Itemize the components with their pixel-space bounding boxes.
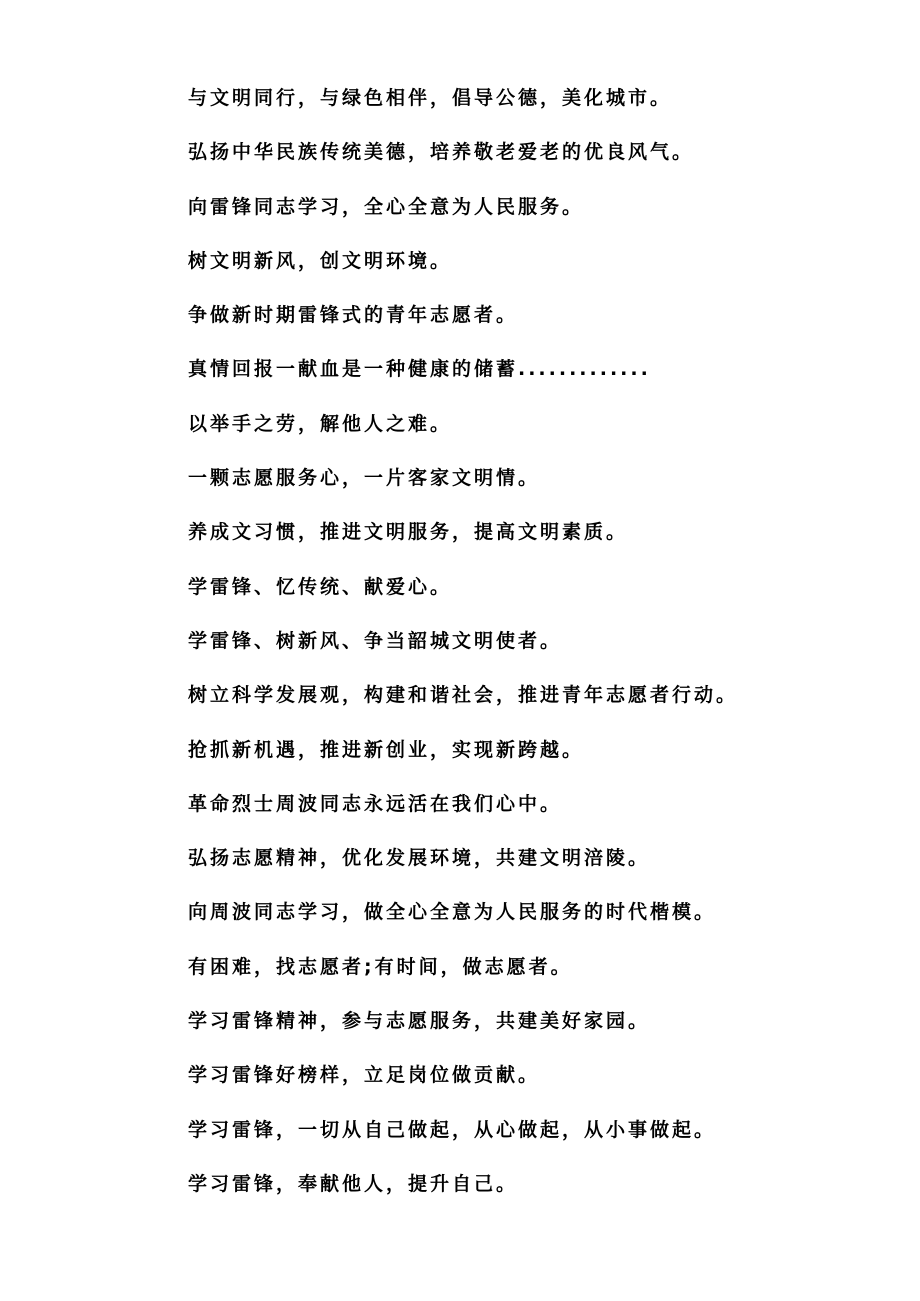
slogan-line: 养成文习惯，推进文明服务，提高文明素质。	[188, 521, 629, 544]
slogan-line: 弘扬中华民族传统美德，培养敬老爱老的优良风气。	[188, 141, 695, 164]
slogan-line: 争做新时期雷锋式的青年志愿者。	[188, 304, 519, 327]
slogan-list	[188, 84, 888, 1224]
slogan-line: 向周波同志学习，做全心全意为人民服务的时代楷模。	[188, 901, 717, 924]
slogan-line: 学雷锋、树新风、争当韶城文明使者。	[188, 629, 563, 652]
slogan-line: 树文明新风，创文明环境。	[188, 249, 453, 272]
slogan-line: 一颗志愿服务心，一片客家文明情。	[188, 467, 541, 490]
slogan-line: 与文明同行，与绿色相伴，倡导公德，美化城市。	[188, 87, 673, 109]
slogan-line: 树立科学发展观，构建和谐社会，推进青年志愿者行动。	[188, 684, 739, 707]
slogan-line: 学习雷锋，一切从自己做起，从心做起，从小事做起。	[188, 1118, 717, 1141]
slogan-line: 真情回报一献血是一种健康的储蓄.............	[188, 358, 651, 381]
slogan-line: 有困难，找志愿者;有时间，做志愿者。	[188, 955, 573, 978]
slogan-line: 学习雷锋，奉献他人，提升自己。	[188, 1172, 519, 1195]
slogan-line: 弘扬志愿精神，优化发展环境，共建文明涪陵。	[188, 847, 651, 870]
slogan-line: 向雷锋同志学习，全心全意为人民服务。	[188, 195, 585, 218]
slogan-line: 学习雷锋好榜样，立足岗位做贡献。	[188, 1064, 541, 1087]
slogan-line: 抢抓新机遇，推进新创业，实现新跨越。	[188, 738, 585, 761]
slogan-line: 革命烈士周波同志永远活在我们心中。	[188, 792, 563, 815]
slogan-line: 学雷锋、忆传统、献爱心。	[188, 575, 453, 598]
slogan-line: 学习雷锋精神，参与志愿服务，共建美好家园。	[188, 1010, 651, 1033]
slogan-line: 以举手之劳，解他人之难。	[188, 412, 453, 435]
